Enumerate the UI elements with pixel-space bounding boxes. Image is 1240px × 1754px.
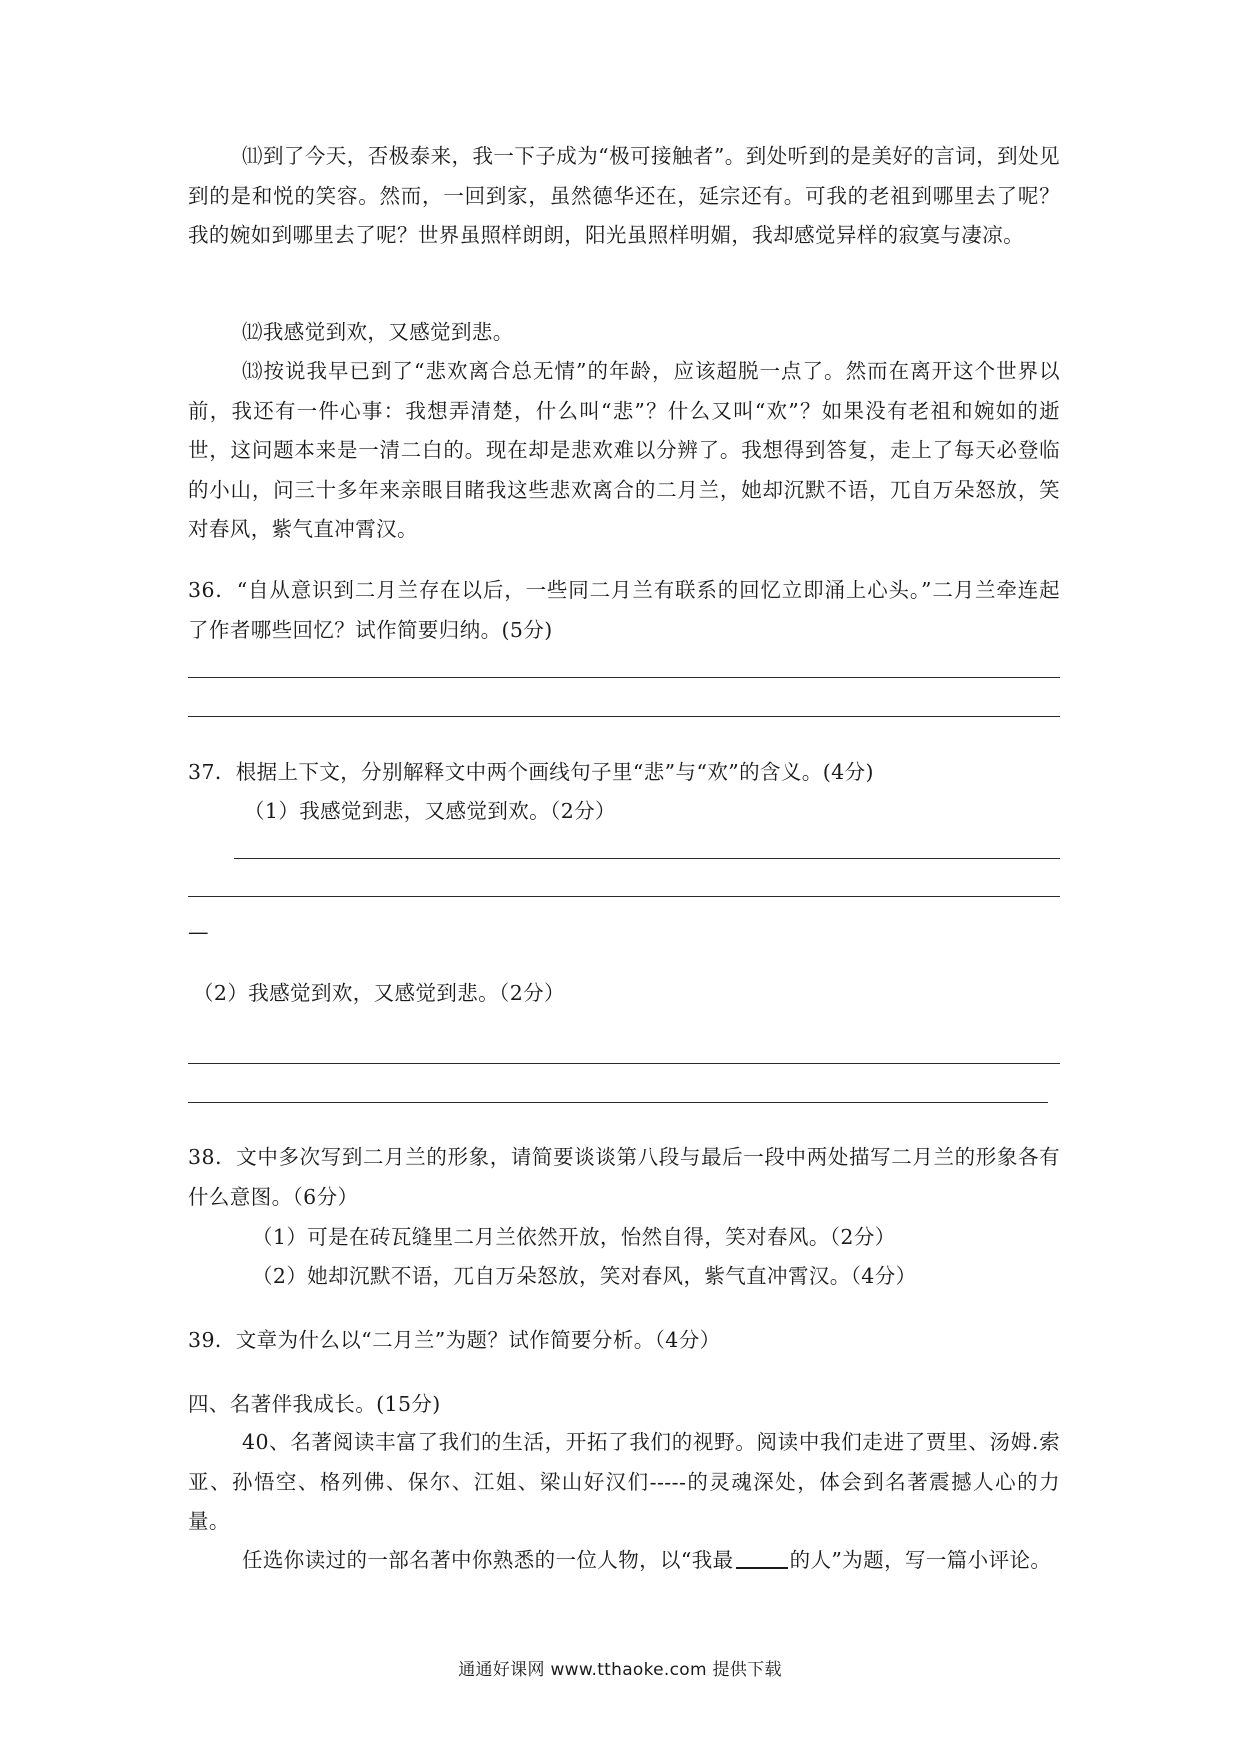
question-37-part-2: （2）我感觉到欢，又感觉到悲。（2分） [193, 981, 565, 1005]
answer-line [188, 1102, 1048, 1103]
answer-line [188, 1063, 1060, 1064]
section-4-heading: 四、名著伴我成长。(15分) [188, 1392, 441, 1416]
question-38: 38．文中多次写到二月兰的形象，请简要谈谈第八段与最后一段中两处描写二月兰的形象各有什么意图。（6分） [188, 1145, 1060, 1209]
fill-blank [736, 1567, 788, 1569]
question-36: 36．“自从意识到二月兰存在以后，一些同二月兰有联系的回忆立即涌上心头。”二月兰牵连起了作者哪些回忆？试作简要归纳。(5分) [188, 578, 1060, 642]
answer-line [188, 716, 1060, 717]
task-text-after: 的人”为题，写一篇小评论。 [789, 1548, 1052, 1572]
question-39: 39．文章为什么以“二月兰”为题？试作简要分析。（4分） [188, 1328, 721, 1352]
paragraph-13: ⒀按说我早已到了“悲欢离合总无情”的年龄，应该超脱一点了。然而在离开这个世界以前，我还有一件心事：我想弄清楚，什么叫“悲”？什么又叫“欢”？如果没有老祖和婉如的逝世，这问题本来是一清二白的。现在却是悲欢难以分辨了。我想得到答复，走上了每天必登临的小山，问三十多年来亲眼目睹我这些悲欢离合的二月兰，她却沉默不语，兀自万朵怒放，笑对春风，紫气直冲霄汉。 [188, 359, 1060, 541]
task-text-before: 任选你读过的一部名著中你熟悉的一位人物，以“我最 [242, 1548, 734, 1572]
question-37: 37．根据上下文，分别解释文中两个画线句子里“悲”与“欢”的含义。(4分) [188, 760, 874, 784]
paragraph-12: ⑿我感觉到欢，又感觉到悲。 [242, 320, 514, 344]
answer-line [234, 858, 1060, 859]
dash-mark: — [188, 920, 209, 944]
question-38-part-2: （2）她却沉默不语，兀自万朵怒放，笑对春风，紫气直冲霄汉。（4分） [252, 1264, 917, 1288]
question-40-task [188, 1541, 1060, 1581]
answer-line [188, 896, 1060, 897]
question-40: 40、名著阅读丰富了我们的生活，开拓了我们的视野。阅读中我们走进了贾里、汤姆.索亚、孙悟空、格列佛、保尔、江姐、梁山好汉们-----的灵魂深处，体会到名著震撼人心的力量。 [188, 1430, 1060, 1533]
footer-credit: 通通好课网 www.tthaoke.com 提供下载 [458, 1660, 782, 1680]
answer-line [188, 677, 1060, 678]
question-38-part-1: （1）可是在砖瓦缝里二月兰依然开放，怡然自得，笑对春风。（2分） [252, 1225, 896, 1249]
paragraph-11: ⑾到了今天，否极泰来，我一下子成为“极可接触者”。到处听到的是美好的言词，到处见到的是和悦的笑容。然而，一回到家，虽然德华还在，延宗还有。可我的老祖到哪里去了呢？我的婉如到哪里去了呢？世界虽照样朗朗，阳光虽照样明媚，我却感觉异样的寂寞与凄凉。 [188, 144, 1060, 247]
question-37-part-1: （1）我感觉到悲，又感觉到欢。（2分） [244, 799, 616, 823]
